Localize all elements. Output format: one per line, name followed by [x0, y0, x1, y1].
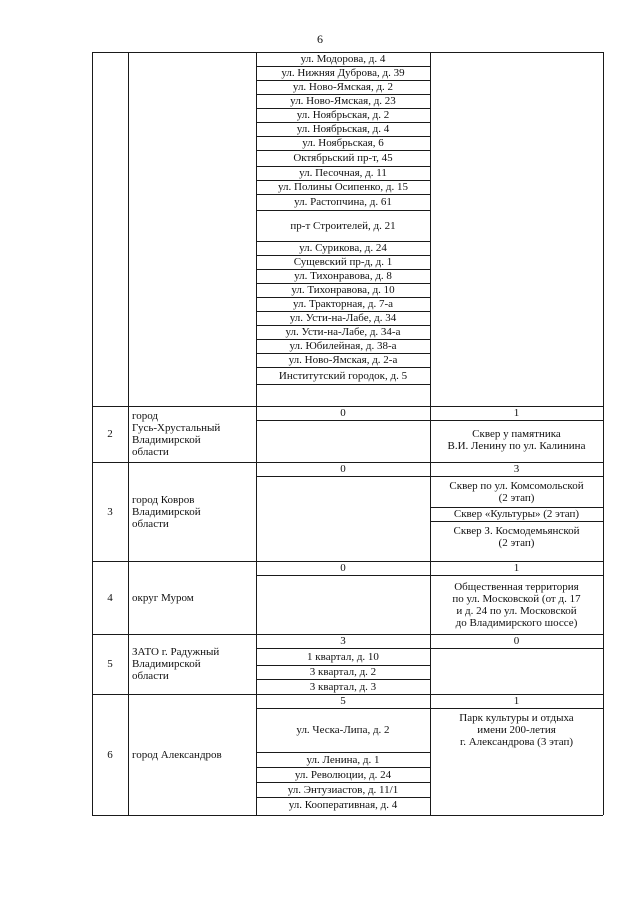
municipality-name: город Александров [132, 748, 222, 761]
address-cell: ул. Ноябрьская, д. 4 [296, 123, 390, 135]
address-cell: Сущевский пр-д, д. 1 [293, 256, 393, 268]
address-cell: ул. Тихонравова, д. 8 [294, 270, 392, 282]
public-territory: Сквер у памятника В.И. Ленину по ул. Калинина [447, 428, 586, 452]
address-cell: ул. Сурикова, д. 24 [299, 242, 387, 254]
public-territory: Парк культуры и отдыха имени 200-летия г. Александрова (3 этап) [459, 712, 574, 748]
yard-count: 3 [340, 635, 346, 647]
row-number: 5 [107, 658, 113, 670]
page-number: 6 [317, 32, 323, 46]
address-cell: ул. Ново-Ямская, д. 2-а [288, 354, 398, 366]
municipality-name: ЗАТО г. Радужный Владимирской области [132, 646, 220, 682]
table-rule [603, 52, 604, 815]
address-cell: ул. Тракторная, д. 7-а [292, 298, 394, 310]
address-cell: Октябрьский пр-т, 45 [293, 152, 393, 164]
public-count: 1 [513, 562, 520, 574]
table-rule [92, 406, 603, 407]
public-territory: Общественная территория по ул. Московской (от д. 17 и д. 24 по ул. Московской до Владимирского шоссе) [452, 580, 581, 629]
public-count: 1 [513, 695, 520, 707]
address-cell: Институтский городок, д. 5 [278, 369, 408, 382]
address-cell: ул. Растопчина, д. 61 [294, 196, 392, 208]
address-cell: ул. Песочная, д. 11 [299, 167, 387, 179]
row-number: 3 [107, 505, 113, 518]
public-count: 3 [513, 463, 520, 475]
yard-address: ул. Кооперативная, д. 4 [288, 798, 398, 811]
address-cell: пр-т Строителей, д. 21 [290, 219, 396, 232]
yard-address: ул. Ленина, д. 1 [306, 753, 380, 766]
yard-count: 0 [340, 407, 346, 419]
municipality-name: город Ковров Владимирской области [132, 493, 201, 530]
public-territory: Сквер З. Космодемьянской (2 этап) [453, 524, 580, 549]
public-territory: Сквер по ул. Комсомольской (2 этап) [449, 479, 584, 504]
yard-count: 5 [340, 695, 346, 707]
public-count: 0 [513, 635, 520, 647]
yard-address: ул. Энтузиастов, д. 11/1 [287, 783, 399, 796]
table-rule [128, 52, 129, 815]
address-cell: ул. Усти-на-Лабе, д. 34 [289, 312, 397, 324]
public-count: 1 [513, 407, 520, 419]
yard-count: 0 [340, 562, 346, 574]
yard-count: 0 [340, 463, 346, 475]
table-rule [256, 52, 257, 815]
yard-address: 1 квартал, д. 10 [307, 650, 379, 663]
yard-address: 3 квартал, д. 2 [309, 666, 377, 678]
address-cell: ул. Нижняя Дуброва, д. 39 [281, 67, 405, 79]
address-cell: ул. Тихонравова, д. 10 [291, 284, 395, 296]
row-number: 4 [107, 591, 113, 604]
address-cell: ул. Ново-Ямская, д. 2 [292, 81, 394, 93]
table-rule [430, 52, 431, 815]
public-territory: Сквер «Культуры» (2 этап) [453, 508, 580, 520]
table-rule [92, 52, 93, 815]
address-cell: ул. Ноябрьская, д. 2 [296, 109, 390, 121]
table-rule [92, 52, 603, 53]
address-cell: ул. Юбилейная, д. 38-а [289, 340, 397, 352]
row-number: 6 [107, 748, 113, 761]
table-rule [92, 815, 603, 816]
address-cell: ул. Полины Осипенко, д. 15 [278, 181, 408, 193]
municipality-name: округ Муром [132, 591, 194, 604]
yard-address: ул. Революции, д. 24 [294, 768, 392, 781]
row-number: 2 [107, 428, 113, 440]
address-cell: ул. Усти-на-Лабе, д. 34-а [285, 326, 401, 338]
yard-address: 3 квартал, д. 3 [309, 680, 377, 693]
address-cell: ул. Модорова, д. 4 [300, 53, 386, 65]
yard-address: ул. Ческа-Липа, д. 2 [296, 724, 390, 736]
address-cell: ул. Ново-Ямская, д. 23 [290, 95, 396, 107]
municipality-name: город Гусь-Хрустальный Владимирской области [132, 410, 221, 458]
address-cell: ул. Ноябрьская, 6 [302, 137, 384, 149]
table-rule [256, 384, 430, 385]
